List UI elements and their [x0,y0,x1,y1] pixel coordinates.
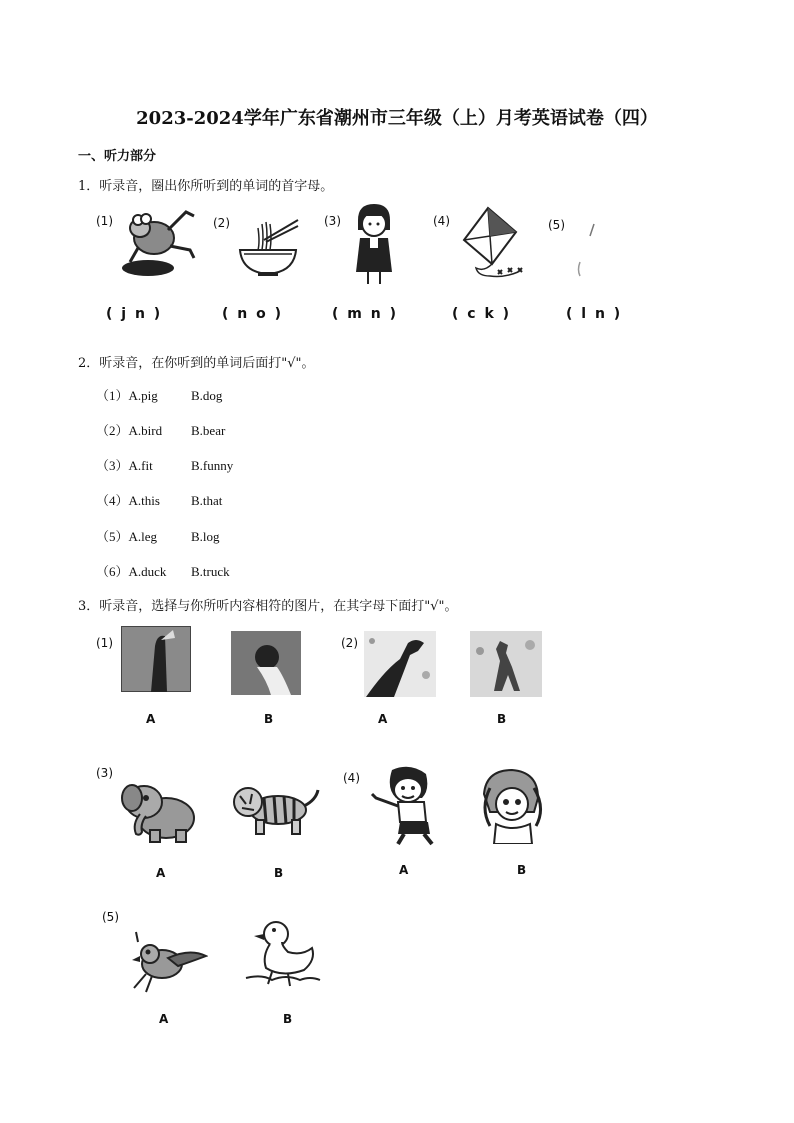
girl-icon [352,202,396,288]
q2-row-4 [96,490,222,509]
q1-item-2-letters[interactable]: ( n o ) [222,306,284,322]
noodles-icon [236,214,300,278]
elephant-icon [118,776,200,846]
q3-prompt: 3．听录音，选择与你所听内容相符的图片，在其字母下面打"√"。 [78,599,458,614]
photo-a-icon [121,626,191,692]
q3-group-3-label-b[interactable]: B [274,866,284,880]
q3-group-3-number: (3) [96,766,113,780]
q3-group-5-label-a[interactable]: A [159,1012,169,1026]
dinosaur-photo-b-icon [470,631,542,697]
q2-row-2-option-a[interactable]: （2）A.bird [96,423,163,438]
q1-item-4-letters[interactable]: ( c k ) [452,306,512,322]
q3-group-1-label-a[interactable]: A [146,712,156,726]
q3-group-1-label-b[interactable]: B [264,712,274,726]
faded-icon [572,220,602,280]
q3-group-2-label-a[interactable]: A [378,712,388,726]
frog-icon [116,206,198,280]
dinosaur-photo-a-icon [364,631,436,697]
q2-row-6-option-a[interactable]: （6）A.duck [96,564,167,579]
q1-item-1-letters[interactable]: ( j n ) [106,306,163,322]
q3-group-4-number: (4) [343,771,360,785]
q2-row-1-option-b[interactable]: B.dog [191,388,223,403]
q1-item-2-number: (2) [213,216,230,230]
q1-item-3-letters[interactable]: ( m n ) [332,306,398,322]
q2-row-3-option-b[interactable]: B.funny [191,458,234,473]
q2-row-4-option-a[interactable]: （4）A.this [96,493,160,508]
q3-group-4-label-a[interactable]: A [399,863,409,877]
section-heading: 一、听力部分 [78,149,157,164]
q3-group-3-label-a[interactable]: A [156,866,166,880]
tiger-icon [230,782,320,838]
q2-row-5-option-b[interactable]: B.log [191,529,220,544]
q1-item-5-letters[interactable]: ( l n ) [566,306,623,322]
q1-item-5-number: (5) [548,218,565,232]
boy-pointing-icon [370,764,454,848]
q2-row-2 [96,420,225,439]
q2-row-5 [96,526,220,545]
q1-item-1-number: (1) [96,214,113,228]
q1-prompt: 1．听录音，圈出你所听到的单词的首字母。 [78,179,334,194]
girl-hands-head-icon [476,768,550,844]
kite-icon [458,206,530,282]
q2-row-5-option-a[interactable]: （5）A.leg [96,529,158,544]
q3-group-5-label-b[interactable]: B [283,1012,293,1026]
q2-row-1 [96,385,222,404]
q3-group-5-number: (5) [102,910,119,924]
q1-item-4-number: (4) [433,214,450,228]
q2-row-2-option-b[interactable]: B.bear [191,423,226,438]
q2-row-3 [96,455,233,474]
q2-row-4-option-b[interactable]: B.that [191,493,223,508]
page-title: 2023-2024学年广东省潮州市三年级（上）月考英语试卷（四） [136,108,658,129]
q1-item-3-number: (3) [324,214,341,228]
q3-group-2-label-b[interactable]: B [497,712,507,726]
q2-row-1-option-a[interactable]: （1）A.pig [96,388,158,403]
q2-row-6 [96,561,230,580]
q2-row-3-option-a[interactable]: （3）A.fit [96,458,153,473]
duck-icon [242,916,324,992]
q3-group-2-number: (2) [341,636,358,650]
photo-b-icon [231,631,301,695]
q3-group-4-label-b[interactable]: B [517,863,527,877]
bird-icon [128,926,208,994]
q2-prompt: 2．听录音，在你听到的单词后面打"√"。 [78,356,315,371]
q3-group-1-number: (1) [96,636,113,650]
q2-row-6-option-b[interactable]: B.truck [191,564,230,579]
